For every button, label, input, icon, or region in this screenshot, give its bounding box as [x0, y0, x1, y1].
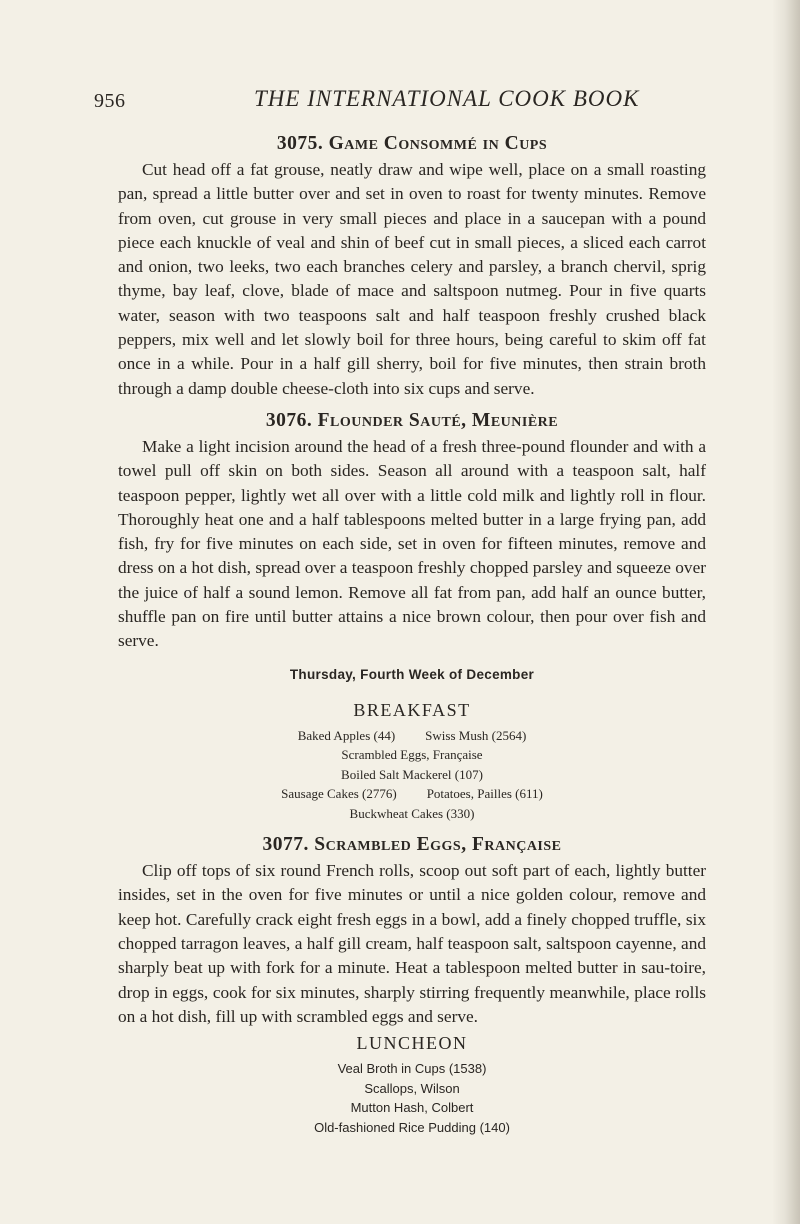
- menu-row: [118, 1059, 706, 1079]
- menu-item: Potatoes, Pailles (611): [426, 786, 543, 802]
- luncheon-menu: [118, 1059, 706, 1137]
- page-edge-shadow: [772, 0, 800, 1224]
- recipe-name: Game Consommé in Cups: [328, 133, 548, 154]
- menu-item: Scrambled Eggs, Française: [341, 747, 483, 763]
- menu-row: [118, 1079, 706, 1099]
- menu-item: Swiss Mush (2564): [425, 727, 527, 743]
- page-number: 956: [94, 90, 126, 112]
- recipe-body-3075: Cut head off a fat grouse, neatly draw and wipe well, place on a small roasting pan, spread a little butter over and set in oven to roast for twenty minutes. Remove from oven, cut grouse in very small pieces and place in a saucepan with a pound piece each knuckle of veal and shin of beef cut in small pieces, a sliced each carrot and onion, two leeks, two each branches celery and parsley, a branch chervil, sprig thyme, bay leaf, clove, blade of mace and saltspoon nutmeg. Pour in five quarts water, season with two teaspoons salt and half teaspoon freshly crushed black peppers, mix well and let slowly boil for three hours, being careful to skim off fat once in a while. Pour in a half gill sherry, boil for five minutes, then strain broth through a damp double cheese-cloth into six cups and serve.: [118, 160, 706, 398]
- menu-item: Buckwheat Cakes (330): [349, 805, 475, 821]
- recipe-body-3076: Make a light incision around the head of a fresh three-pound flounder and with a towel pull off skin on both sides. Season all around with a teaspoon salt, half teaspoon pepper, lightly wet all over with a little cold milk and lightly roll in flour. Thoroughly heat one and a half tablespoons melted butter in a large frying pan, add fish, fry for five minutes on each side, set in oven for fifteen minutes, remove and dress on a hot dish, spread over a teaspoon freshly chopped parsley and squeeze over the juice of half a sound lemon. Remove all fat from pan, add half an ounce butter, shuffle pan on fire until butter attains a nice brown colour, then pour over fish and serve.: [118, 436, 706, 651]
- menu-row: [118, 765, 706, 785]
- menu-item: Baked Apples (44): [297, 727, 396, 743]
- menu-item: Sausage Cakes (2776): [281, 786, 397, 802]
- menu-row: [118, 1098, 706, 1118]
- running-title: THE INTERNATIONAL COOK BOOK: [254, 86, 640, 111]
- breakfast-menu: [118, 726, 706, 824]
- menu-item: Old-fashioned Rice Pudding (140): [314, 1119, 510, 1135]
- breakfast-heading: BREAKFAST: [353, 699, 471, 720]
- menu-item: Mutton Hash, Colbert: [350, 1100, 474, 1116]
- luncheon-heading: LUNCHEON: [356, 1033, 468, 1054]
- recipe-name: Flounder Sauté, Meunière: [317, 409, 559, 431]
- recipe-number: 3075.: [276, 133, 324, 154]
- recipe-body-3077: Clip off tops of six round French rolls, scoop out soft part of each, lightly butter insides, set in the oven for five minutes or until a nice golden colour, remove and keep hot. Carefully crack eight fresh eggs in a bowl, add a finely chopped truffle, six chopped tarragon leaves, a half gill cream, half teaspoon salt, saltspoon cayenne, and sharply beat up with fork for a minute. Heat a tablespoon melted butter in sau-toire, drop in eggs, cook for six minutes, sharply stirring frequently meanwhile, place rolls on a hot dish, fill up with scrambled eggs and serve.: [118, 861, 706, 1026]
- recipe-title-3075: [118, 130, 706, 158]
- menu-row: [118, 804, 706, 824]
- menu-item: Boiled Salt Mackerel (107): [341, 766, 483, 782]
- menu-row: [118, 784, 706, 804]
- menu-item: Veal Broth in Cups (1538): [337, 1061, 487, 1077]
- recipe-title-3077: [118, 831, 706, 859]
- menu-row: [118, 745, 706, 765]
- recipe-number: 3077.: [262, 834, 309, 856]
- day-heading: Thursday, Fourth Week of December: [289, 666, 535, 682]
- recipe-title-3076: [118, 407, 706, 435]
- menu-row: [118, 1118, 706, 1138]
- recipe-number: 3076.: [265, 409, 313, 431]
- page-header: [94, 86, 706, 120]
- menu-item: Scallops, Wilson: [364, 1080, 460, 1096]
- book-page: [94, 86, 706, 1137]
- menu-row: [118, 726, 706, 746]
- recipe-name: Scrambled Eggs, Française: [314, 834, 562, 856]
